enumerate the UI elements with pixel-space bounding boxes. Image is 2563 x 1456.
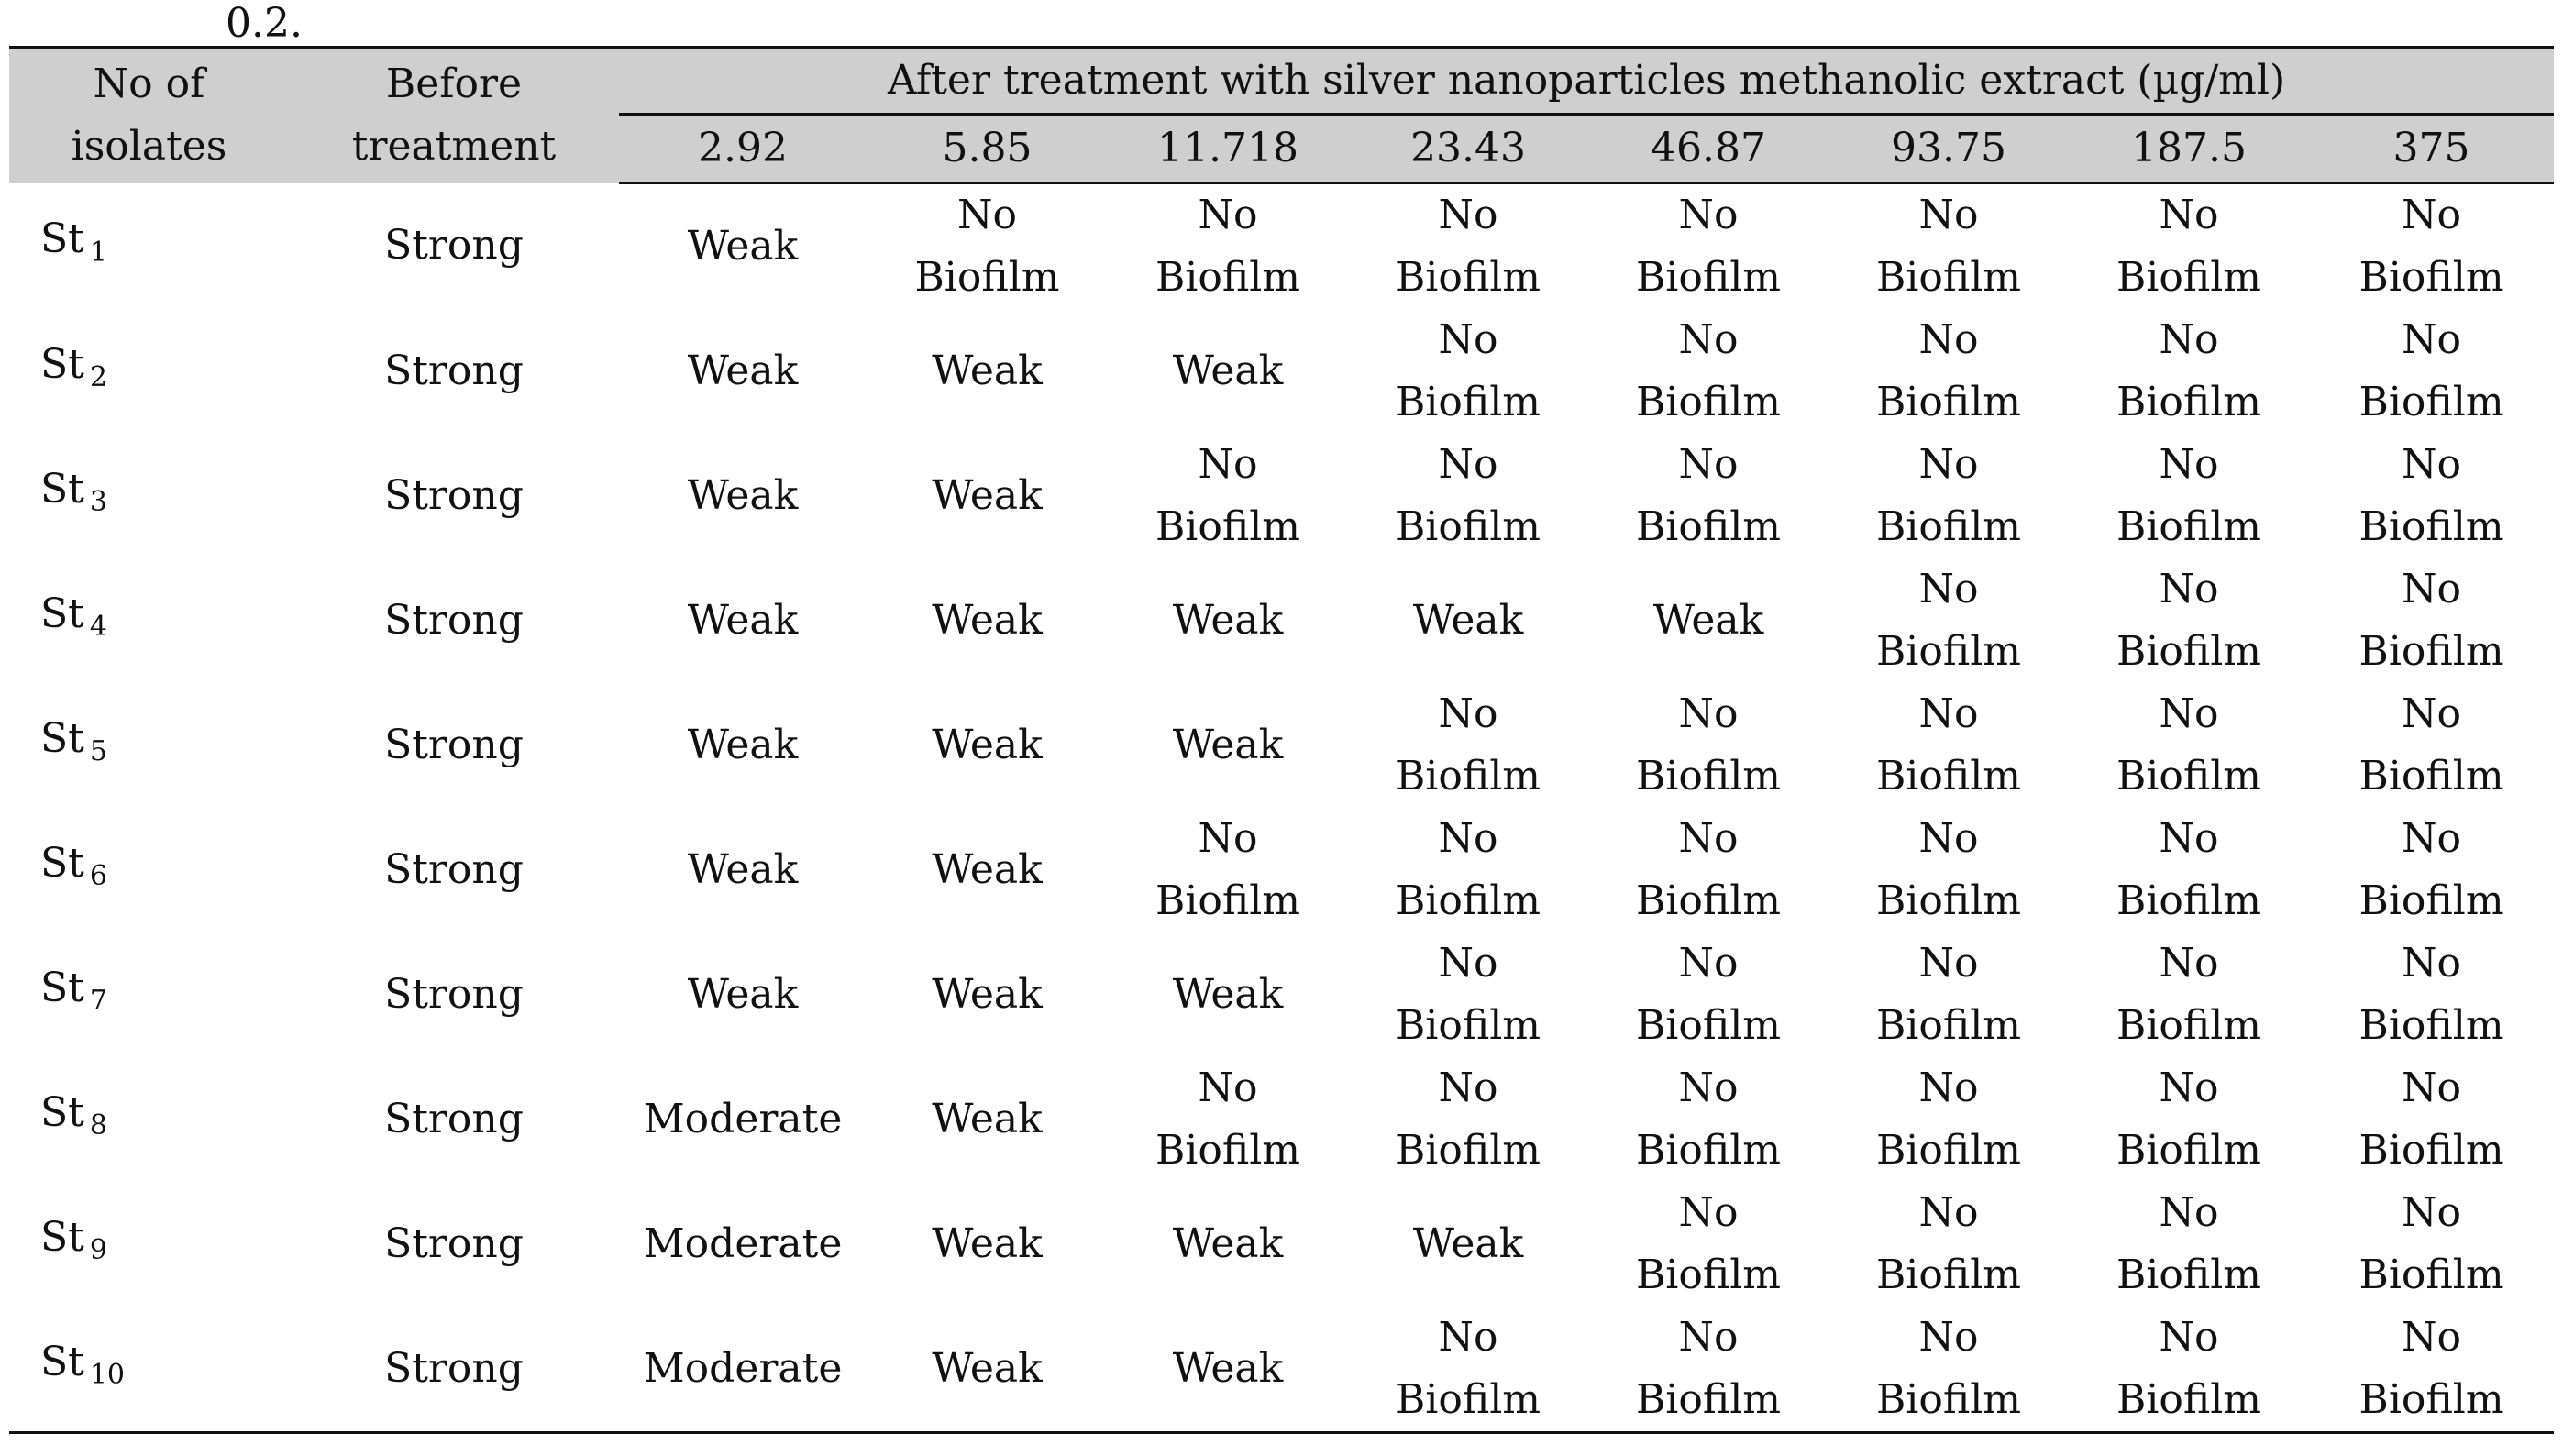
result-cell: Weak <box>932 846 1043 893</box>
result-cell: No Biofilm <box>1875 690 2022 800</box>
isolate-number: 8 <box>89 1109 107 1142</box>
result-cell: No Biofilm <box>2116 566 2262 675</box>
result-cell: No Biofilm <box>1635 690 1782 800</box>
isolate-number: 6 <box>89 860 107 893</box>
result-cell: No Biofilm <box>1154 1064 1301 1174</box>
isolate-cell <box>9 1057 289 1182</box>
before-treatment-cell: Strong <box>384 722 524 768</box>
header-concentration: 187.5 <box>2069 115 2309 183</box>
result-cell: No Biofilm <box>1395 690 1541 800</box>
isolate-name: St <box>40 714 84 762</box>
result-cell: No Biofilm <box>1348 1307 1588 1433</box>
result-cell: No Biofilm <box>1875 815 2022 924</box>
header-after-treatment: After treatment with silver nanoparticles methanolic extract (µg/ml) <box>619 48 2554 115</box>
isolate-name: St <box>40 465 84 513</box>
result-cell: No Biofilm <box>1635 940 1782 1049</box>
result-cell: Weak <box>1412 1220 1524 1267</box>
result-cell: No Biofilm <box>2116 940 2262 1049</box>
isolate-cell <box>9 309 289 434</box>
header-concentration: 23.43 <box>1348 115 1588 183</box>
result-cell: No Biofilm <box>1154 815 1301 924</box>
result-cell: Moderate <box>619 1307 867 1433</box>
result-cell: No Biofilm <box>2116 815 2262 924</box>
result-cell: No Biofilm <box>2359 566 2504 675</box>
before-treatment-cell: Strong <box>384 1220 524 1267</box>
isolate-cell <box>9 558 289 683</box>
result-cell: Weak <box>1172 597 1284 644</box>
result-cell: No Biofilm <box>1588 1307 1828 1433</box>
before-treatment-cell: Strong <box>384 222 524 270</box>
isolate-number: 5 <box>89 735 107 768</box>
isolate-number: 9 <box>89 1234 107 1267</box>
isolate-cell <box>9 1307 289 1433</box>
result-cell: No Biofilm <box>2116 192 2262 301</box>
result-cell: No Biofilm <box>2116 316 2262 425</box>
isolate-number: 4 <box>89 611 107 644</box>
result-cell: No Biofilm <box>1875 1189 2022 1298</box>
result-cell: No Biofilm <box>2116 441 2262 550</box>
result-cell: No Biofilm <box>1875 566 2022 675</box>
result-cell: No Biofilm <box>2359 1064 2504 1174</box>
result-cell: No Biofilm <box>1875 441 2022 550</box>
isolate-name: St <box>40 340 84 388</box>
isolate-name: St <box>40 1088 84 1136</box>
result-cell: Weak <box>1172 971 1284 1018</box>
result-cell: No Biofilm <box>2359 192 2504 301</box>
result-cell: No Biofilm <box>2359 1189 2504 1298</box>
result-cell: Weak <box>932 597 1043 644</box>
result-cell: Weak <box>687 722 799 768</box>
header-before-line2: treatment <box>351 123 557 171</box>
result-cell: No Biofilm <box>1875 192 2022 301</box>
result-cell: No Biofilm <box>1395 940 1541 1049</box>
isolate-number: 2 <box>89 361 107 394</box>
result-cell: No Biofilm <box>1635 441 1782 550</box>
isolate-name: St <box>40 590 84 637</box>
isolate-cell <box>9 808 289 932</box>
header-concentration: 5.85 <box>867 115 1108 183</box>
result-cell: No Biofilm <box>1635 815 1782 924</box>
table-header <box>9 48 2554 183</box>
before-treatment-cell: Strong <box>384 846 524 893</box>
result-cell: No Biofilm <box>914 192 1060 301</box>
isolate-name: St <box>40 215 84 262</box>
table-row <box>9 1182 2554 1307</box>
result-cell: Weak <box>932 722 1043 768</box>
result-cell: Weak <box>1108 1307 1348 1433</box>
isolate-cell <box>9 683 289 808</box>
result-cell: No Biofilm <box>1828 1307 2069 1433</box>
before-treatment-cell: Strong <box>384 971 524 1018</box>
isolate-name: St <box>40 839 84 887</box>
table-row <box>9 1307 2554 1433</box>
biofilm-table <box>9 46 2554 1434</box>
result-cell: No Biofilm <box>1875 316 2022 425</box>
header-isolates <box>9 48 289 183</box>
result-cell: No Biofilm <box>2116 690 2262 800</box>
header-isolates-line2: isolates <box>71 123 227 171</box>
header-isolates-line1: No of <box>93 61 205 108</box>
result-cell: Weak <box>687 846 799 893</box>
result-cell: No Biofilm <box>1395 441 1541 550</box>
table-row <box>9 309 2554 434</box>
table-row <box>9 808 2554 932</box>
result-cell: No Biofilm <box>2359 815 2504 924</box>
before-treatment-cell: Strong <box>384 347 524 394</box>
isolate-cell <box>9 183 289 310</box>
result-cell: Weak <box>1412 597 1524 644</box>
header-row-top <box>9 48 2554 115</box>
result-cell: Weak <box>932 971 1043 1018</box>
result-cell: No Biofilm <box>1635 1064 1782 1174</box>
isolate-cell <box>9 932 289 1057</box>
before-treatment-cell: Strong <box>384 1096 524 1142</box>
result-cell: No Biofilm <box>2116 1064 2262 1174</box>
result-cell: Weak <box>932 347 1043 394</box>
result-cell: Weak <box>932 1220 1043 1267</box>
isolate-name: St <box>40 1213 84 1261</box>
header-concentration: 46.87 <box>1588 115 1828 183</box>
header-concentration: 2.92 <box>619 115 867 183</box>
isolate-name: St <box>40 964 84 1011</box>
result-cell: No Biofilm <box>1154 192 1301 301</box>
result-cell: No Biofilm <box>2309 1307 2554 1433</box>
result-cell: Weak <box>687 597 799 644</box>
result-cell: Weak <box>687 347 799 394</box>
result-cell: Moderate <box>643 1220 843 1267</box>
header-concentration: 93.75 <box>1828 115 2069 183</box>
result-cell: No Biofilm <box>1395 316 1541 425</box>
result-cell: No Biofilm <box>1635 316 1782 425</box>
isolate-cell <box>9 434 289 558</box>
result-cell: Weak <box>687 971 799 1018</box>
result-cell: No Biofilm <box>2069 1307 2309 1433</box>
isolate-number: 7 <box>89 985 107 1018</box>
result-cell: Weak <box>1172 347 1284 394</box>
before-treatment-cell: Strong <box>384 472 524 519</box>
result-cell: Weak <box>1172 722 1284 768</box>
result-cell: Weak <box>932 472 1043 519</box>
before-treatment-cell: Strong <box>384 597 524 644</box>
result-cell: No Biofilm <box>1395 815 1541 924</box>
result-cell: Moderate <box>643 1096 843 1142</box>
before-treatment-cell: Strong <box>289 1307 619 1433</box>
result-cell: No Biofilm <box>1154 441 1301 550</box>
isolate-number: 1 <box>89 236 107 269</box>
result-cell: No Biofilm <box>1635 1189 1782 1298</box>
result-cell: No Biofilm <box>1875 940 2022 1049</box>
result-cell: Weak <box>1172 1220 1284 1267</box>
result-cell: No Biofilm <box>2359 690 2504 800</box>
result-cell: No Biofilm <box>2116 1189 2262 1298</box>
header-before-line1: Before <box>385 61 523 108</box>
result-cell: Weak <box>1652 597 1764 644</box>
header-concentration: 11.718 <box>1108 115 1348 183</box>
result-cell: Weak <box>687 472 799 519</box>
header-concentration: 375 <box>2309 115 2554 183</box>
table-row <box>9 932 2554 1057</box>
table-body <box>9 183 2554 1433</box>
result-cell: Weak <box>687 223 799 270</box>
result-cell: No Biofilm <box>1635 192 1782 301</box>
result-cell: Weak <box>932 1096 1043 1142</box>
result-cell: No Biofilm <box>2359 940 2504 1049</box>
result-cell: No Biofilm <box>1875 1064 2022 1174</box>
result-cell: Weak <box>867 1307 1108 1433</box>
table-row <box>9 1057 2554 1182</box>
table-row <box>9 434 2554 558</box>
isolate-number: 10 <box>89 1359 126 1392</box>
result-cell: No Biofilm <box>1395 192 1541 301</box>
table-row <box>9 558 2554 683</box>
isolate-name: St <box>40 1338 84 1385</box>
isolate-cell <box>9 1182 289 1307</box>
header-before-treatment <box>289 48 619 183</box>
table-row <box>9 183 2554 310</box>
result-cell: No Biofilm <box>1395 1064 1541 1174</box>
table-row <box>9 683 2554 808</box>
result-cell: No Biofilm <box>2359 316 2504 425</box>
isolate-number: 3 <box>89 486 107 519</box>
caption-fragment: 0.2. <box>226 0 303 47</box>
result-cell: No Biofilm <box>2359 441 2504 550</box>
